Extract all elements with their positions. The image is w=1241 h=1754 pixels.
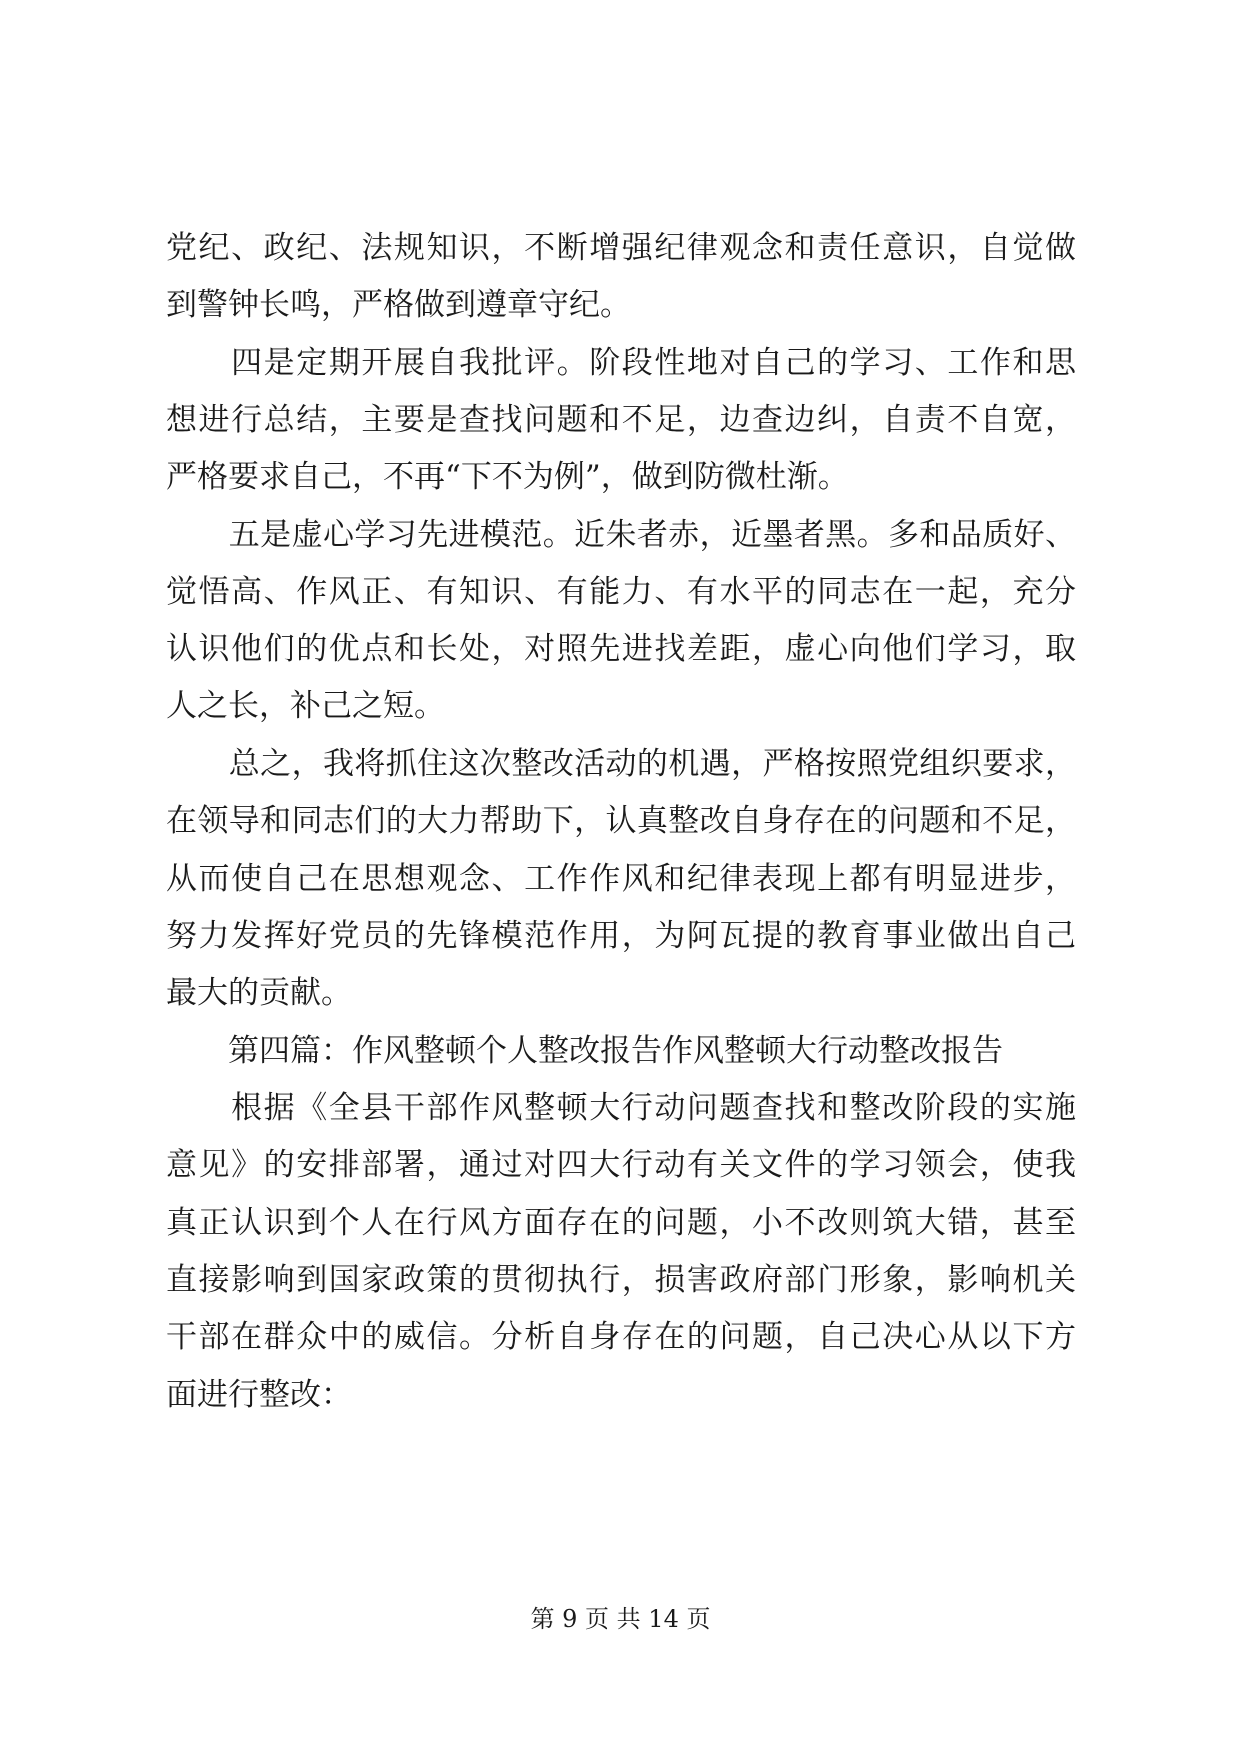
text-line: 总之，我将抓住这次整改活动的机遇，严格按照党组织要求， [166,746,1076,782]
text-line: 努力发挥好党员的先锋模范作用，为阿瓦提的教育事业做出自己 [166,918,1076,954]
text-line: 五是虚心学习先进模范。近朱者赤，近墨者黑。多和品质好、 [166,517,1076,553]
text-line: 意见》的安排部署，通过对四大行动有关文件的学习领会，使我 [166,1147,1076,1183]
text-line: 直接影响到国家政策的贯彻执行，损害政府部门形象，影响机关 [166,1262,1076,1298]
text-line: 人之长，补己之短。 [166,688,445,724]
page-number-footer: 第 9 页 共 14 页 [530,1605,711,1633]
text-line: 党纪、政纪、法规知识，不断增强纪律观念和责任意识，自觉做 [166,230,1076,266]
text-line: 四是定期开展自我批评。阶段性地对自己的学习、工作和思 [166,345,1076,381]
text-line: 认识他们的优点和长处，对照先进找差距，虚心向他们学习，取 [166,631,1076,667]
text-line: 干部在群众中的威信。分析自身存在的问题，自己决心从以下方 [166,1319,1076,1355]
text-line: 严格要求自己，不再“下不为例”，做到防微杜渐。 [166,459,849,495]
text-line: 面进行整改： [166,1377,352,1413]
text-line: 想进行总结，主要是查找问题和不足，边查边纠，自责不自宽， [166,402,1076,438]
text-line: 根据《全县干部作风整顿大行动问题查找和整改阶段的实施 [166,1090,1076,1126]
text-line: 在领导和同志们的大力帮助下，认真整改自身存在的问题和不足， [166,803,1076,839]
text-line: 真正认识到个人在行风方面存在的问题，小不改则筑大错，甚至 [166,1205,1076,1241]
text-line: 觉悟高、作风正、有知识、有能力、有水平的同志在一起，充分 [166,574,1076,610]
text-line: 到警钟长鸣，严格做到遵章守纪。 [166,287,631,323]
text-line: 从而使自己在思想观念、工作作风和纪律表现上都有明显进步， [166,861,1076,897]
section-heading: 第四篇：作风整顿个人整改报告作风整顿大行动整改报告 [166,1033,1003,1069]
text-line: 最大的贡献。 [166,975,352,1011]
